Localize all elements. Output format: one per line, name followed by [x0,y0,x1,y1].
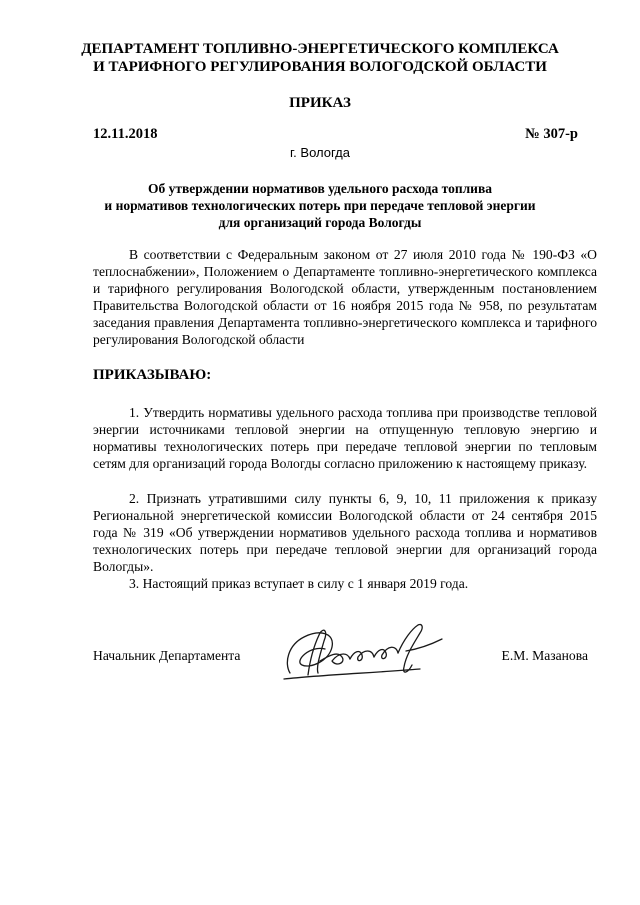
order-number: № 307-р [525,126,578,142]
preamble-paragraph: В соответствии с Федеральным законом от 27 июля 2010 года № 190-ФЗ «О теплоснабжении», Положением о Департаменте топливно-энергетического комплекса и тарифного регулирования Вологодской области, утвержденным постановлением Правительства Вологодской области от 16 ноября 2015 года № 958, по результатам заседания правления Департамента топливно-энергетического комплекса и тарифного регулирования Вологодской области [93,247,597,347]
command-word: ПРИКАЗЫВАЮ: [93,367,212,383]
order-city: г. Вологда [290,145,350,160]
subject-line-1: Об утверждении нормативов удельного расхода топлива [147,181,493,196]
order-item-2: 2. Признать утратившими силу пункты 6, 9, 10, 11 приложения к приказу Региональной энергетической комиссии Вологодской области от 24 сентября 2015 года № 319 «Об утверждении нормативов удельного расхода топлива и нормативов технологических потерь при передаче тепловой энергии для организаций города Вологды». [93,491,597,574]
department-line-2: И ТАРИФНОГО РЕГУЛИРОВАНИЯ ВОЛОГОДСКОЙ ОБЛАСТИ [93,59,547,75]
department-name [60,40,580,76]
order-subject [80,180,560,231]
subject-line-2: и нормативов технологических потерь при передаче тепловой энергии [104,198,536,213]
subject-line-3: для организаций города Вологды [218,215,422,230]
signatory-name: Е.М. Мазанова [501,648,588,663]
order-item-1: 1. Утвердить нормативы удельного расхода топлива при производстве тепловой энергии источниками тепловой энергии на отпущенную тепловую энергию и нормативы технологических потерь при передаче тепловой энергии по тепловым сетям для организаций города Вологды согласно приложению к настоящему приказу. [93,405,597,471]
signatory-position: Начальник Департамента [93,648,241,663]
handwritten-signature [280,615,455,690]
order-date: 12.11.2018 [93,126,158,142]
document-type: ПРИКАЗ [289,95,351,111]
department-line-1: ДЕПАРТАМЕНТ ТОПЛИВНО-ЭНЕРГЕТИЧЕСКОГО КОМПЛЕКСА [81,41,559,57]
order-item-3: 3. Настоящий приказ вступает в силу с 1 января 2019 года. [129,576,469,591]
